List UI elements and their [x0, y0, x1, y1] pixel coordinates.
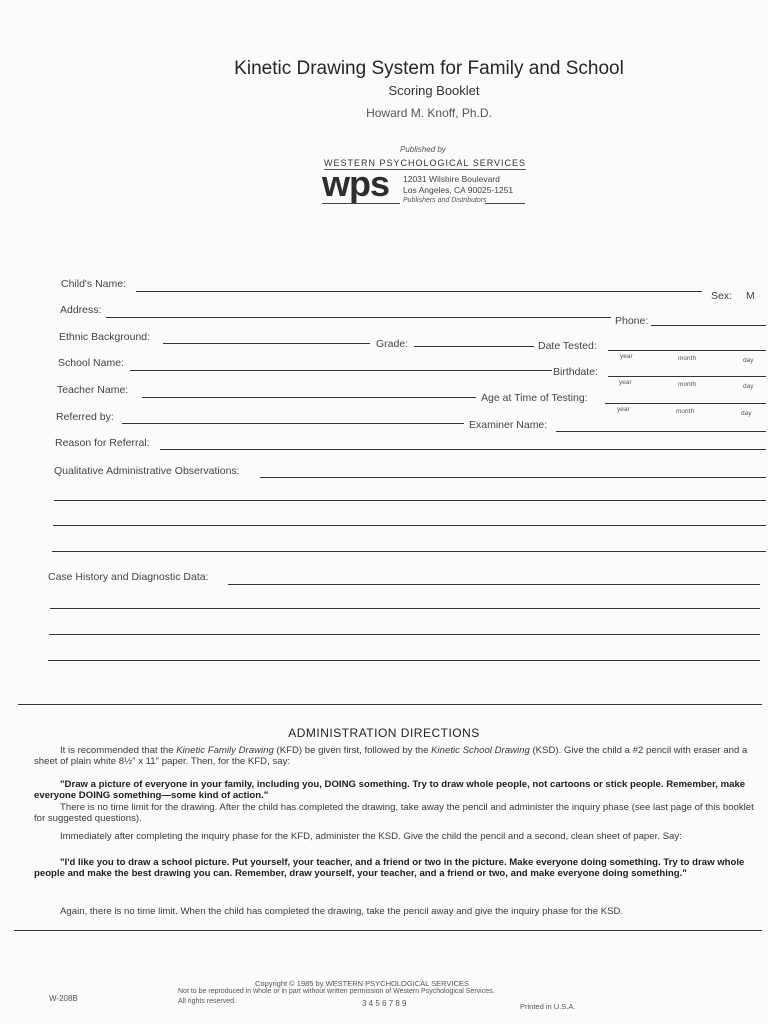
published-by-label: Published by — [400, 145, 446, 154]
date-tested-field[interactable] — [608, 350, 766, 351]
wps-logo: wps — [322, 163, 390, 204]
teacher-name-label: Teacher Name: — [57, 384, 129, 396]
phone-field[interactable] — [651, 325, 766, 326]
directions-paragraph-6: Again, there is no time limit. When the child has completed the drawing, take the pencil away and give the inquiry phase for the KSD. — [60, 906, 624, 917]
phone-label: Phone: — [615, 315, 649, 327]
publisher-address-line2: Los Angeles, CA 90025-1251 — [403, 185, 514, 195]
observations-line-2[interactable] — [54, 500, 766, 501]
birthdate-day: day — [743, 383, 754, 390]
reason-for-referral-field[interactable] — [160, 449, 766, 450]
ethnic-background-field[interactable] — [163, 343, 370, 344]
grade-field[interactable] — [414, 346, 534, 347]
age-year: year — [617, 406, 630, 413]
date-tested-day: day — [743, 357, 754, 364]
sex-label: Sex: — [711, 290, 733, 302]
case-history-label: Case History and Diagnostic Data: — [48, 571, 209, 583]
section-divider-top — [18, 704, 762, 705]
directions-paragraph-1: It is recommended that the Kinetic Family Drawing (KFD) be given first, followed by the Kinetic School Drawing (KSD). Give the child a #2 pencil with eraser and a sheet of plain white 8½" x 11" paper. Then, for the KFD, say: — [34, 745, 748, 768]
observations-line-1[interactable] — [260, 477, 766, 478]
directions-paragraph-4: Immediately after completing the inquiry phase for the KFD, administer the KSD. Give the child the pencil and a second, clean sheet of paper. Say: — [60, 831, 682, 842]
examiner-name-field[interactable] — [556, 431, 766, 432]
school-name-field[interactable] — [130, 370, 552, 371]
directions-paragraph-5: "I'd like you to draw a school picture. Put yourself, your teacher, and a friend or two in the picture. Make everyone doing something. Try to draw whole people and make the best drawing you can. Remember, draw yourself, your teacher, and a friend or two, and make everyone doing something." — [34, 857, 745, 880]
form-code: W-208B — [49, 994, 78, 1003]
case-history-line-4[interactable] — [48, 660, 760, 661]
publisher-name: WESTERN PSYCHOLOGICAL SERVICES — [324, 158, 527, 168]
observations-line-3[interactable] — [53, 525, 766, 526]
directions-paragraph-2: "Draw a picture of everyone in your family, including you, DOING something. Try to draw whole people, not cartoons or stick people. Remember, make everyone DOING something—some kind of action." — [34, 779, 746, 802]
author-name: Howard M. Knoff, Ph.D. — [366, 106, 492, 120]
booklet-title: Kinetic Drawing System for Family and School — [234, 58, 624, 79]
section-divider-bottom — [14, 930, 762, 931]
tagline-rule — [485, 203, 525, 204]
childs-name-field[interactable] — [136, 291, 702, 292]
birthdate-field[interactable] — [608, 376, 766, 377]
directions-title: ADMINISTRATION DIRECTIONS — [288, 726, 480, 740]
age-at-testing-label: Age at Time of Testing: — [481, 392, 588, 404]
booklet-subtitle: Scoring Booklet — [388, 83, 480, 98]
case-history-line-2[interactable] — [50, 608, 760, 609]
birthdate-year: year — [619, 379, 632, 386]
referred-by-label: Referred by: — [56, 411, 114, 423]
date-tested-label: Date Tested: — [538, 340, 597, 352]
address-label: Address: — [60, 304, 102, 316]
age-at-testing-field[interactable] — [605, 403, 766, 404]
ethnic-background-label: Ethnic Background: — [59, 331, 151, 343]
age-day: day — [741, 410, 752, 417]
referred-by-field[interactable] — [122, 423, 464, 424]
directions-paragraph-3: There is no time limit for the drawing. After the child has completed the drawing, take away the pencil and administer the inquiry phase (see last page of this booklet for suggested questions). — [34, 802, 754, 825]
case-history-line-1[interactable] — [228, 584, 760, 585]
publisher-tagline: Publishers and Distributors — [403, 197, 487, 204]
date-tested-month: month — [678, 355, 697, 362]
address-field[interactable] — [106, 317, 611, 318]
birthdate-month: month — [678, 381, 697, 388]
qualitative-observations-label: Qualitative Administrative Observations: — [54, 465, 240, 477]
school-name-label: School Name: — [58, 357, 124, 369]
grade-label: Grade: — [376, 338, 409, 350]
reproduction-notice: Not to be reproduced in whole or in part without written permission of Western Psychological Services. — [178, 988, 495, 995]
observations-line-4[interactable] — [52, 551, 766, 552]
childs-name-label: Child's Name: — [61, 278, 127, 290]
logo-underline — [322, 203, 400, 204]
examiner-name-label: Examiner Name: — [469, 419, 548, 431]
print-run-numbers: 3 4 5 6 7 8 9 — [362, 999, 407, 1008]
printed-in: Printed in U.S.A. — [520, 1002, 576, 1011]
copyright-notice: Copyright © 1985 by WESTERN PSYCHOLOGICAL SERVICES — [255, 979, 469, 988]
teacher-name-field[interactable] — [142, 397, 476, 398]
rights-notice: All rights reserved. — [178, 998, 236, 1005]
case-history-line-3[interactable] — [49, 634, 760, 635]
date-tested-year: year — [620, 353, 633, 360]
birthdate-label: Birthdate: — [553, 366, 598, 378]
publisher-address-line1: 12031 Wilshire Boulevard — [403, 174, 500, 184]
reason-for-referral-label: Reason for Referral: — [55, 437, 150, 449]
age-month: month — [676, 408, 695, 415]
sex-options[interactable]: M — [746, 290, 755, 302]
